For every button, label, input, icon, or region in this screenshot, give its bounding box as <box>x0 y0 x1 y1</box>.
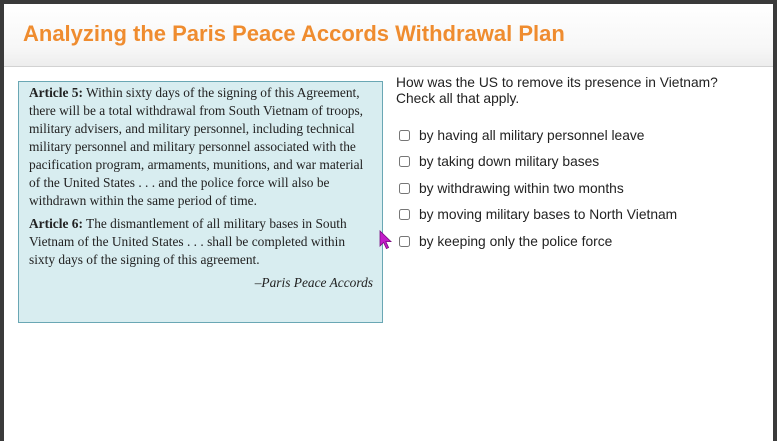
question-prompt <box>396 75 756 107</box>
article-6 <box>29 215 373 269</box>
answer-option-5[interactable] <box>397 228 677 255</box>
article-6-label: Article 6: <box>29 216 83 231</box>
article-5 <box>29 84 373 210</box>
answer-checkbox-2[interactable] <box>399 156 410 167</box>
page-frame <box>4 4 773 441</box>
question-text: How was the US to remove its presence in Vietnam? <box>396 75 718 90</box>
answer-checkbox-1[interactable] <box>399 130 410 141</box>
mouse-pointer-icon <box>379 230 393 250</box>
article-5-label: Article 5: <box>29 85 83 100</box>
answer-label-3[interactable]: by withdrawing within two months <box>419 180 624 196</box>
article-5-text: Within sixty days of the signing of this Agreement, there will be a total withdrawal from South Vietnam of troops, military advisers, and military personnel, including technical military personnel and military personnel associated with the pacification program, armaments, munitions, and war material of the United States . . . and the police force will also be withdrawn within the same period of time. <box>29 85 364 208</box>
article-6-text: The dismantlement of all military bases in South Vietnam of the United States . . . shall be completed within sixty days of the signing of this agreement. <box>29 216 347 267</box>
answer-checkbox-3[interactable] <box>399 183 410 194</box>
answer-option-3[interactable] <box>397 175 677 202</box>
answer-label-5[interactable]: by keeping only the police force <box>419 233 613 249</box>
passage-attribution: –Paris Peace Accords <box>254 275 373 290</box>
answer-option-1[interactable] <box>397 122 677 149</box>
answer-label-1[interactable]: by having all military personnel leave <box>419 127 645 143</box>
answer-option-2[interactable] <box>397 149 677 176</box>
header-bar <box>4 4 773 67</box>
answer-label-4[interactable]: by moving military bases to North Vietnam <box>419 207 678 223</box>
answer-options <box>397 122 677 255</box>
answer-label-2[interactable]: by taking down military bases <box>419 154 600 170</box>
answer-checkbox-5[interactable] <box>399 236 410 247</box>
question-instruction: Check all that apply. <box>396 91 520 106</box>
answer-checkbox-4[interactable] <box>399 209 410 220</box>
source-passage <box>18 81 383 323</box>
page-title: Analyzing the Paris Peace Accords Withdrawal Plan <box>23 21 565 46</box>
answer-option-4[interactable] <box>397 202 677 229</box>
